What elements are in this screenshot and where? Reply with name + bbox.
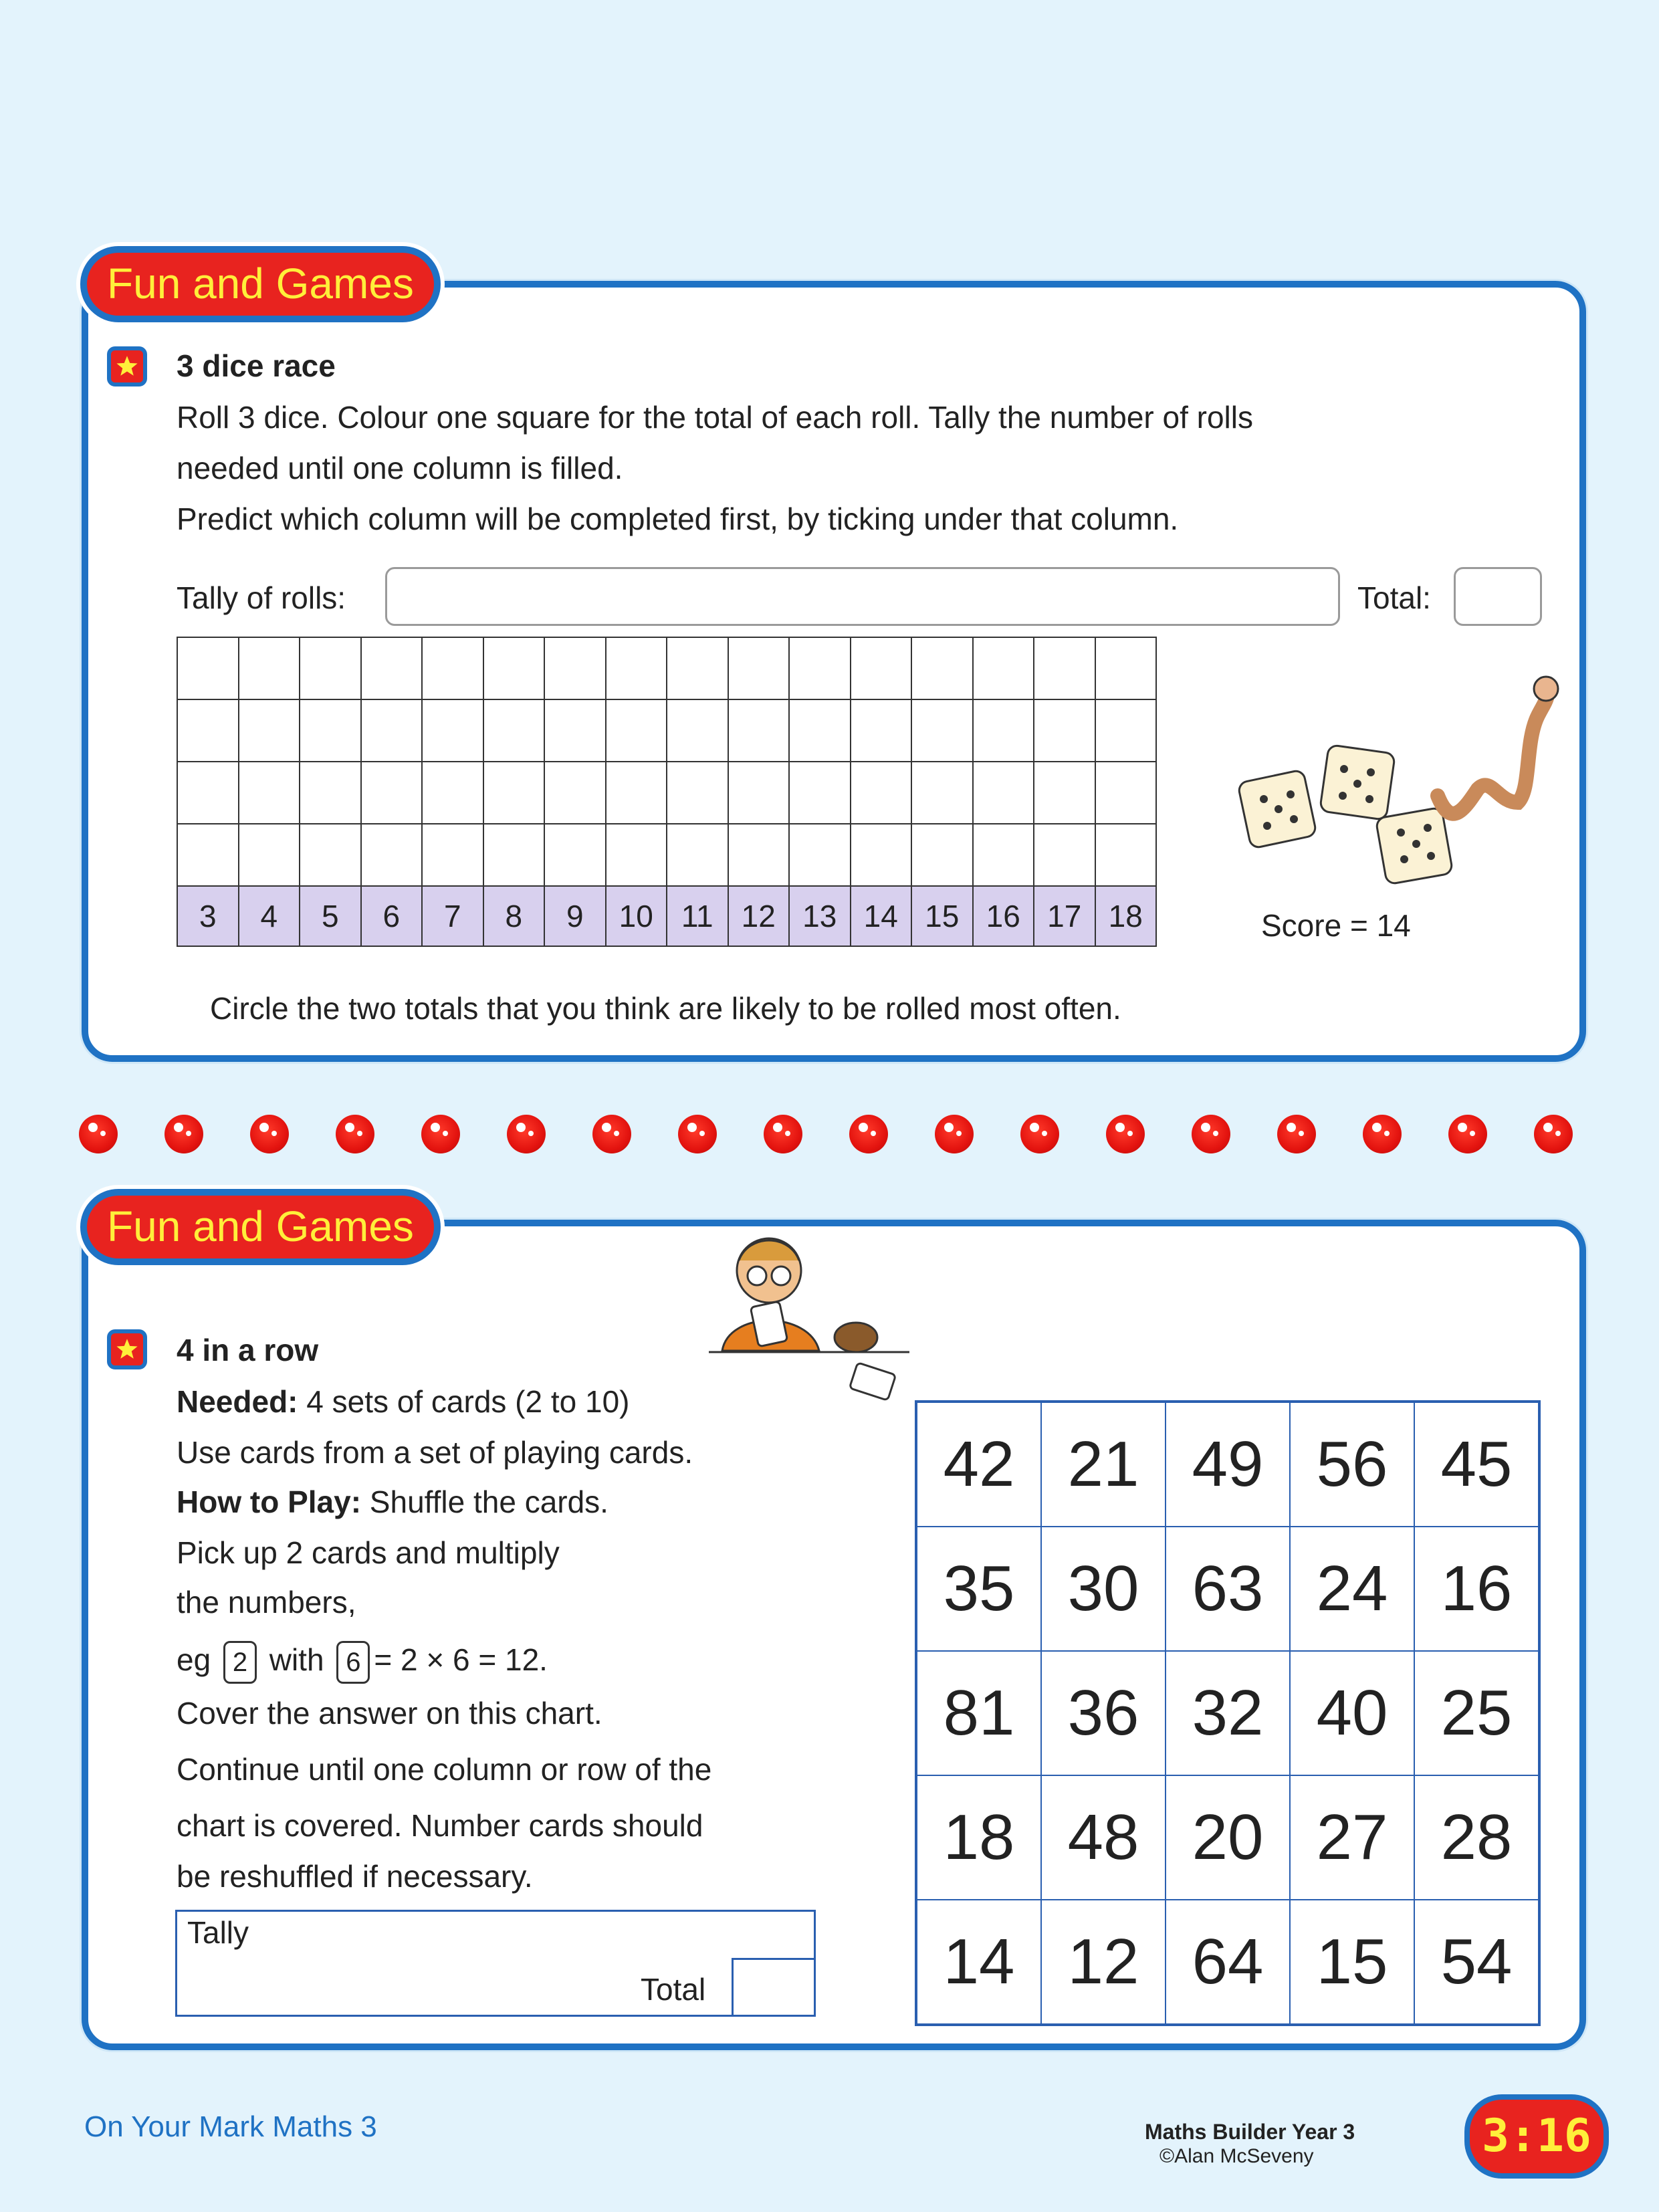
grid-square[interactable] [544,699,606,762]
column-label[interactable]: 14 [851,886,912,946]
grid-square[interactable] [239,637,300,699]
footer-series: On Your Mark Maths 3 [84,2110,377,2143]
grid-square[interactable] [1034,699,1095,762]
reshuffle-line: be reshuffled if necessary. [177,1859,533,1894]
cover-line: Cover the answer on this chart. [177,1696,602,1731]
page-number-badge: 3:16 [1464,2094,1609,2179]
chart-cell[interactable]: 42 [916,1402,1041,1527]
needed-line [177,1376,630,1427]
grid-square[interactable] [911,762,973,824]
tally-total-label: Total [641,1972,706,2007]
section-tab-fun-and-games: Fun and Games [80,246,441,322]
grid-square[interactable] [361,824,423,886]
use-cards-line: Use cards from a set of playing cards. [177,1435,693,1470]
grid-square[interactable] [606,699,667,762]
grid-square[interactable] [728,637,790,699]
grid-square[interactable] [177,824,239,886]
total-field[interactable] [1454,567,1542,626]
column-label[interactable]: 16 [973,886,1034,946]
instruction-line-3: Predict which column will be completed first, by ticking under that column. [177,502,1179,536]
tally-total-field[interactable] [732,1958,816,2017]
grid-square[interactable] [851,637,912,699]
grid-square[interactable] [361,637,423,699]
dice-race-grid [177,637,1157,947]
footer-copyright: ©Alan McSeveny [1159,2145,1314,2167]
grid-square[interactable] [789,637,851,699]
grid-square[interactable] [911,637,973,699]
continue-line: Continue until one column or row of the [177,1752,712,1787]
grid-square[interactable] [483,824,545,886]
chart-cell[interactable]: 28 [1414,1775,1539,1900]
grid-square[interactable] [361,699,423,762]
tally-box[interactable] [175,1910,816,2017]
chart-cell[interactable]: 81 [916,1651,1041,1775]
grid-square[interactable] [422,637,483,699]
column-label[interactable]: 4 [239,886,300,946]
red-dot-icon [935,1115,974,1153]
star-icon-2 [107,1329,147,1369]
grid-square[interactable] [239,699,300,762]
grid-square[interactable] [177,637,239,699]
chart-row [916,1775,1539,1900]
grid-square[interactable] [544,637,606,699]
grid-square[interactable] [667,824,728,886]
column-label[interactable]: 12 [728,886,790,946]
grid-square[interactable] [483,699,545,762]
numbers-line: the numbers, [177,1585,356,1620]
grid-square[interactable] [1095,699,1157,762]
pick-up-line: Pick up 2 cards and multiply [177,1535,560,1570]
chart-row [916,1900,1539,2025]
grid-square[interactable] [911,699,973,762]
chart-row [916,1527,1539,1651]
column-label[interactable]: 7 [422,886,483,946]
red-dot-icon [1363,1115,1402,1153]
red-dot-icon [1448,1115,1487,1153]
column-label[interactable]: 13 [789,886,851,946]
grid-square[interactable] [667,699,728,762]
grid-square[interactable] [728,762,790,824]
red-dot-icon [592,1115,631,1153]
chart-cell[interactable]: 15 [1290,1900,1414,2025]
grid-square[interactable] [177,762,239,824]
grid-square[interactable] [667,637,728,699]
tally-of-rolls-field[interactable] [385,567,1340,626]
grid-square[interactable] [1095,637,1157,699]
column-label[interactable]: 17 [1034,886,1095,946]
instruction-line-2: needed until one column is filled. [177,451,623,485]
red-dot-icon [79,1115,118,1153]
red-dot-icon [1192,1115,1230,1153]
grid-square[interactable] [361,762,423,824]
grid-square[interactable] [789,824,851,886]
chart-cell[interactable]: 36 [1041,1651,1166,1775]
chart-cell[interactable]: 24 [1290,1527,1414,1651]
grid-square[interactable] [177,699,239,762]
grid-square[interactable] [1034,637,1095,699]
grid-square[interactable] [606,637,667,699]
example-line [177,1634,548,1685]
grid-square[interactable] [851,762,912,824]
grid-row [177,637,1156,699]
grid-row [177,699,1156,762]
column-label[interactable]: 10 [606,886,667,946]
footer-book: Maths Builder Year 3 [1145,2120,1355,2144]
grid-row [177,762,1156,824]
red-dot-icon [1277,1115,1316,1153]
grid-label-row [177,886,1156,946]
instruction-line-1: Roll 3 dice. Colour one square for the total of each roll. Tally the number of rolls [177,400,1253,435]
grid-square[interactable] [1034,824,1095,886]
grid-square[interactable] [483,762,545,824]
chart-cell[interactable]: 18 [916,1775,1041,1900]
column-label[interactable]: 8 [483,886,545,946]
grid-square[interactable] [973,637,1034,699]
chart-cell[interactable]: 63 [1166,1527,1290,1651]
column-label[interactable]: 11 [667,886,728,946]
grid-square[interactable] [422,824,483,886]
grid-square[interactable] [789,762,851,824]
grid-square[interactable] [422,762,483,824]
chart-cell[interactable]: 45 [1414,1402,1539,1527]
red-dot-icon [250,1115,289,1153]
example-prefix: eg [177,1642,211,1677]
grid-square[interactable] [422,699,483,762]
chart-cell[interactable]: 20 [1166,1775,1290,1900]
grid-square[interactable] [483,637,545,699]
red-dot-icon [421,1115,460,1153]
grid-row [177,824,1156,886]
grid-square[interactable] [728,699,790,762]
grid-square[interactable] [911,824,973,886]
chart-cell[interactable]: 16 [1414,1527,1539,1651]
red-dot-icon [336,1115,374,1153]
chart-covered-line: chart is covered. Number cards should [177,1808,703,1843]
tally-label: Tally [187,1915,249,1950]
red-dot-icon [164,1115,203,1153]
chart-cell[interactable]: 35 [916,1527,1041,1651]
needed-text: 4 sets of cards (2 to 10) [298,1384,630,1419]
grid-square[interactable] [851,699,912,762]
example-result: = 2 × 6 = 12. [374,1642,548,1677]
how-to-play-label: How to Play: [177,1484,362,1519]
chart-cell[interactable]: 14 [916,1900,1041,2025]
column-label[interactable]: 9 [544,886,606,946]
red-dot-icon [507,1115,546,1153]
needed-label: Needed: [177,1384,298,1419]
grid-square[interactable] [851,824,912,886]
tally-of-rolls-label: Tally of rolls: [177,580,346,615]
column-label[interactable]: 3 [177,886,239,946]
grid-square[interactable] [544,762,606,824]
column-label[interactable]: 5 [300,886,361,946]
red-dot-icon [764,1115,802,1153]
chart-cell[interactable]: 30 [1041,1527,1166,1651]
grid-square[interactable] [544,824,606,886]
column-label[interactable]: 15 [911,886,973,946]
total-label: Total: [1357,580,1431,615]
chart-row [916,1402,1539,1527]
multiplication-chart [915,1400,1541,2026]
red-dot-icon [1020,1115,1059,1153]
example-card-1: 2 [223,1641,257,1684]
red-dot-icon [849,1115,888,1153]
chart-cell[interactable]: 12 [1041,1900,1166,2025]
example-with: with [269,1642,324,1677]
activity-title: 3 dice race [177,348,336,383]
column-label[interactable]: 6 [361,886,423,946]
red-dot-icon [678,1115,717,1153]
chart-cell[interactable]: 40 [1290,1651,1414,1775]
chart-cell[interactable]: 56 [1290,1402,1414,1527]
activity-title-2: 4 in a row [177,1333,319,1367]
boy-with-cards-illustration [709,1230,909,1418]
chart-cell[interactable]: 48 [1041,1775,1166,1900]
grid-square[interactable] [239,824,300,886]
red-dot-icon [1534,1115,1573,1153]
chart-cell[interactable]: 49 [1166,1402,1290,1527]
circle-instruction: Circle the two totals that you think are likely to be rolled most often. [210,991,1121,1026]
grid-square[interactable] [300,699,361,762]
chart-cell[interactable]: 27 [1290,1775,1414,1900]
grid-square[interactable] [239,762,300,824]
how-to-play-text: Shuffle the cards. [361,1484,609,1519]
star-icon [107,346,147,386]
chart-cell[interactable]: 54 [1414,1900,1539,2025]
column-label[interactable]: 18 [1095,886,1157,946]
grid-square[interactable] [606,824,667,886]
grid-square[interactable] [728,824,790,886]
grid-square[interactable] [1095,762,1157,824]
grid-square[interactable] [1034,762,1095,824]
grid-square[interactable] [300,637,361,699]
grid-square[interactable] [973,824,1034,886]
how-to-play-line [177,1476,609,1527]
grid-square[interactable] [789,699,851,762]
grid-square[interactable] [667,762,728,824]
score-caption: Score = 14 [1261,908,1411,943]
red-dot-icon [1106,1115,1145,1153]
chart-cell[interactable]: 32 [1166,1651,1290,1775]
grid-square[interactable] [973,762,1034,824]
grid-square[interactable] [1095,824,1157,886]
grid-square[interactable] [973,699,1034,762]
dice-illustration [1237,675,1571,889]
chart-row [916,1651,1539,1775]
section-tab-fun-and-games-2: Fun and Games [80,1189,441,1265]
chart-cell[interactable]: 21 [1041,1402,1166,1527]
example-card-2: 6 [336,1641,370,1684]
chart-cell[interactable]: 25 [1414,1651,1539,1775]
grid-square[interactable] [300,762,361,824]
grid-square[interactable] [606,762,667,824]
chart-cell[interactable]: 64 [1166,1900,1290,2025]
grid-square[interactable] [300,824,361,886]
